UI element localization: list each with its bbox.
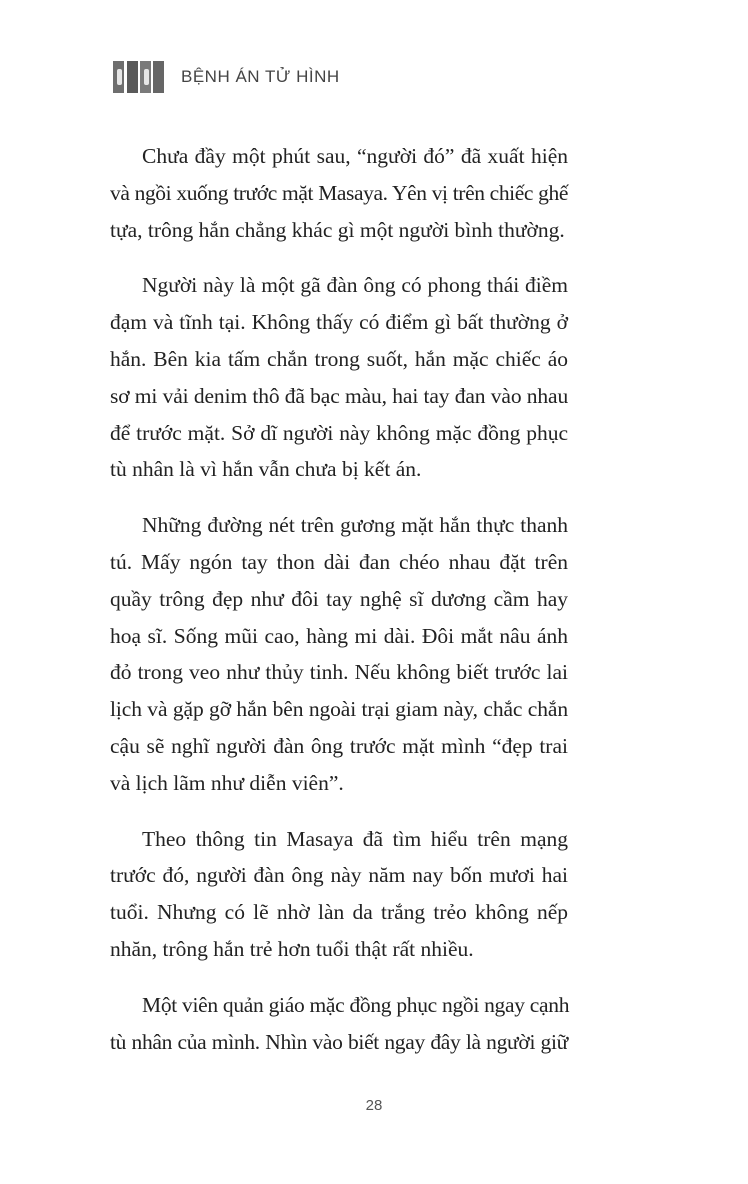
text-line: trước đó, người đàn ông này năm nay bốn mươi hai <box>110 863 568 888</box>
paragraph <box>110 821 568 968</box>
text-line: tù nhân của mình. Nhìn vào biết ngay đây là người giữ <box>110 1029 568 1054</box>
text-line: để trước mặt. Sở dĩ người này không mặc đồng phục <box>110 420 568 445</box>
text-line: Một viên quản giáo mặc đồng phục ngồi ngay cạnh <box>142 992 570 1017</box>
text-line: tựa, trông hắn chẳng khác gì một người bình thường. <box>110 217 565 242</box>
text-line: tù nhân là vì hắn vẫn chưa bị kết án. <box>110 457 422 482</box>
text-line: Những đường nét trên gương mặt hắn thực thanh <box>142 513 568 538</box>
text-line: và lịch lãm như diễn viên”. <box>110 770 344 795</box>
text-line: đạm và tĩnh tại. Không thấy có điểm gì bất thường ở <box>110 310 568 335</box>
text-line: cậu sẽ nghĩ người đàn ông trước mặt mình “đẹp trai <box>110 733 568 758</box>
page-number: 28 <box>365 1097 383 1114</box>
running-header-title: BỆNH ÁN TỬ HÌNH <box>181 67 340 86</box>
text-line: Theo thông tin Masaya đã tìm hiểu trên mạng <box>142 826 568 851</box>
running-header <box>113 61 340 93</box>
page-body-text <box>110 138 568 1079</box>
text-line: hắn. Bên kia tấm chắn trong suốt, hắn mặc chiếc áo <box>110 346 568 371</box>
text-line: và ngồi xuống trước mặt Masaya. Yên vị trên chiếc ghế <box>110 180 568 205</box>
paragraph <box>110 507 568 801</box>
paragraph <box>110 987 568 1061</box>
text-line: sơ mi vải denim thô đã bạc màu, hai tay đan vào nhau <box>110 383 569 408</box>
text-line: quầy trông đẹp như đôi tay nghệ sĩ dương cầm hay <box>110 586 568 611</box>
text-line: lịch và gặp gỡ hắn bên ngoài trại giam này, chắc chắn <box>110 697 568 722</box>
text-line: Chưa đầy một phút sau, “người đó” đã xuất hiện <box>142 144 568 168</box>
text-line: đỏ trong veo như thủy tinh. Nếu không biết trước lai <box>110 660 568 685</box>
paragraph <box>110 267 568 488</box>
book-series-logo-icon <box>113 61 165 93</box>
text-line: tú. Mấy ngón tay thon dài đan chéo nhau đặt trên <box>110 549 568 574</box>
text-line: Người này là một gã đàn ông có phong thái điềm <box>142 273 568 298</box>
text-line: nhăn, trông hắn trẻ hơn tuổi thật rất nhiều. <box>110 936 474 961</box>
text-line: tuổi. Nhưng có lẽ nhờ làn da trắng trẻo không nếp <box>110 900 568 925</box>
paragraph <box>110 138 568 248</box>
text-line: hoạ sĩ. Sống mũi cao, hàng mi dài. Đôi mắt nâu ánh <box>110 623 568 648</box>
